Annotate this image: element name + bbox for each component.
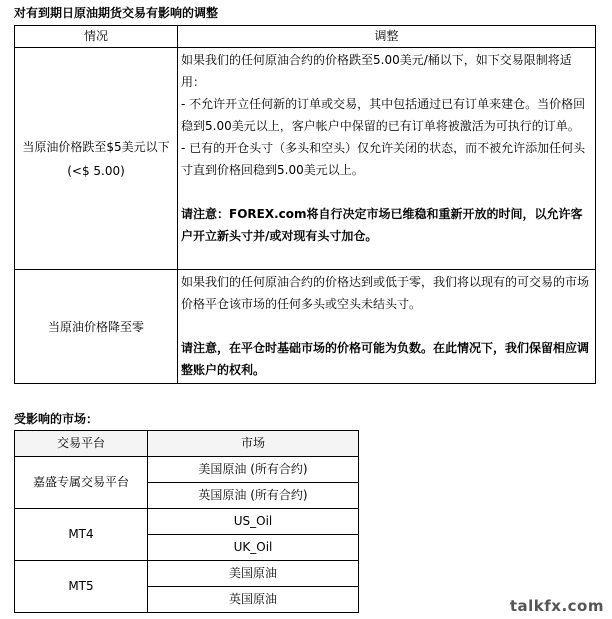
watermark: talkfx.com [509,597,604,615]
adjustment-below-5 [178,48,596,270]
platform-cell: MT5 [15,561,148,613]
adjustment-zero [178,270,596,384]
situation-below-5: 当原油价格跌至$5美元以下(<$ 5.00) [15,48,178,270]
affected-markets-title: 受影响的市场： [14,412,99,426]
table-row [15,48,596,270]
header-platform: 交易平台 [15,431,148,457]
header-situation: 情况 [15,26,178,48]
situation-zero: 当原油价格降至零 [15,270,178,384]
markets-table-header-row [15,431,359,457]
adjustment-paragraph: - 已有的开仓头寸（多头和空头）仅允许关闭的状态，而不被允许添加任何头寸直到价格回稳到5.00美元以上。 [181,141,586,177]
table-row [15,270,596,384]
page-title: 对有到期日原油期货交易有影响的调整 [14,6,219,20]
adjustment-paragraph: 如果我们的任何原油合约的价格达到或低于零，我们将以现有的可交易的市场价格平仓该市场的任何多头或空头未结头寸。 [181,275,590,311]
adjustment-notice: 请注意，在平仓时基础市场的价格可能为负数。在此情况下，我们保留相应调整账户的权利。 [181,341,590,377]
adjustment-paragraph: - 不允许开立任何新的订单或交易，其中包括通过已有订单来建仓。当价格回稳到5.00美元以上，客户帐户中保留的已有订单将被激活为可执行的订单。 [181,97,586,133]
platform-cell: 嘉盛专属交易平台 [15,457,148,509]
table-row [15,457,359,483]
market-cell: UK_Oil [148,535,359,561]
header-adjustment: 调整 [178,26,596,48]
adjustment-table [14,25,596,384]
platform-cell: MT4 [15,509,148,561]
table-row [15,561,359,587]
markets-table [14,430,359,613]
adjustment-table-header-row [15,26,596,48]
header-market: 市场 [148,431,359,457]
market-cell: 英国原油 [148,587,359,613]
adjustment-notice: 请注意：FOREX.com将自行决定市场已维稳和重新开放的时间，以允许客户开立新头寸并/或对现有头寸加仓。 [181,207,583,243]
table-row [15,509,359,535]
market-cell: 美国原油 (所有合约) [148,457,359,483]
market-cell: 美国原油 [148,561,359,587]
market-cell: US_Oil [148,509,359,535]
adjustment-paragraph: 如果我们的任何原油合约的价格跌至5.00美元/桶以下，如下交易限制将适用： [181,53,572,89]
market-cell: 英国原油 (所有合约) [148,483,359,509]
